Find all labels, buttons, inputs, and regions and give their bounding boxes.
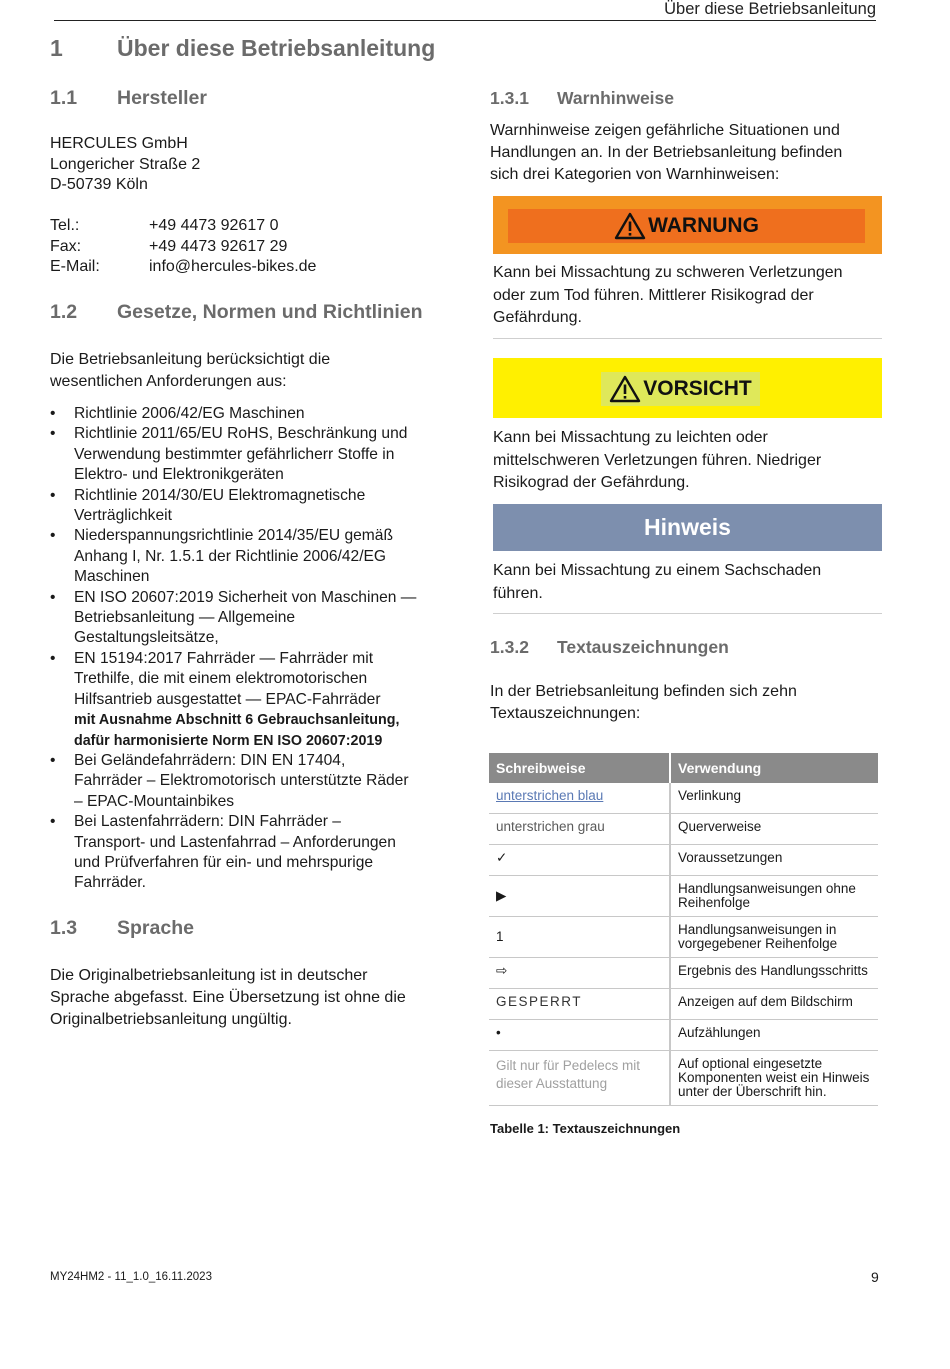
header-rule (54, 20, 876, 21)
contact-row-fax (50, 237, 450, 258)
manufacturer-contacts (50, 216, 450, 278)
section-title: Sprache (117, 917, 194, 939)
text-line: Verträglichkeit (74, 507, 172, 525)
checkmark-icon: ✓ (489, 845, 670, 876)
bullet: • (50, 751, 56, 769)
text-line: EN ISO 20607:2019 Sicherheit von Maschinen — (74, 588, 417, 606)
section-heading-sprache (50, 917, 450, 943)
text-line: Richtlinie 2006/42/EG Maschinen (74, 405, 305, 422)
text-line: Bei Lastenfahrrädern: DIN Fahrräder – (74, 813, 341, 831)
bullet: • (50, 813, 56, 831)
text-line: und Prüfverfahren für ein- und mehrspurige (74, 853, 374, 871)
contact-row-phone (50, 216, 450, 237)
warning-text (493, 262, 893, 330)
markup-style-cell: unterstrichen grau (489, 814, 670, 845)
table-row (489, 958, 878, 989)
caution-signal-box (493, 358, 882, 418)
text-line: Sprache abgefasst. Eine Übersetzung ist ohne die (50, 989, 406, 1006)
text-line: Betriebsanleitung — Allgemeine (74, 609, 296, 627)
address-line: Longericher Straße 2 (50, 155, 201, 173)
note-signal-word: Hinweis (644, 514, 731, 540)
contact-row-email (50, 257, 450, 278)
text-line: Hilfsantrieb ausgestattet — EPAC-Fahrräder (74, 690, 381, 708)
text-line: Die Betriebsanleitung berücksichtigt die (50, 351, 331, 368)
text-line: führen. (493, 584, 543, 602)
table-caption: Tabelle 1: Textauszeichnungen (490, 1121, 681, 1136)
chapter-title: Über diese Betriebsanleitung (117, 35, 436, 61)
text-line: Anhang I, Nr. 1.5.1 der Richtlinie 2006/42/EG (74, 547, 387, 565)
text-line: Fahrräder. (74, 874, 146, 892)
document-id: MY24HM2 - 11_1.0_16.11.2023 (50, 1271, 212, 1283)
warning-triangle-icon (609, 375, 641, 403)
divider (493, 338, 882, 339)
contact-label: E-Mail: (50, 258, 100, 275)
markup-use-cell: Auf optional eingesetzte Komponenten weist ein Hinweis unter der Überschrift hin. (670, 1051, 878, 1106)
bullet: • (50, 588, 56, 606)
section-title: Gesetze, Normen und Richtlinien (117, 301, 423, 323)
table-row (489, 845, 878, 876)
language-text (50, 965, 470, 1031)
warning-signal-word: WARNUNG (648, 214, 759, 237)
markup-style-cell: Gilt nur für Pedelecs mit dieser Ausstattung (489, 1051, 670, 1106)
bullet: • (50, 527, 56, 545)
section-number: 1.3 (50, 917, 78, 939)
laws-intro (50, 349, 460, 393)
text-line-bold: dafür harmonisierte Norm EN ISO 20607:2019 (74, 732, 383, 749)
result-arrow-icon: ⇨ (489, 958, 670, 989)
bullet: • (50, 649, 56, 667)
subsection-heading-textauszeichnungen (490, 637, 890, 661)
contact-label: Tel.: (50, 217, 80, 234)
text-line: Warnhinweise zeigen gefährliche Situationen und (490, 122, 840, 139)
text-line: Maschinen (74, 568, 150, 586)
note-signal-box (493, 504, 882, 551)
manufacturer-address (50, 134, 450, 196)
subsection-number: 1.3.2 (490, 637, 529, 657)
text-line: Fahrräder – Elektromotorisch unterstützte Räder (74, 772, 409, 790)
list-item (50, 526, 470, 587)
text-line: Risikograd der Gefährdung. (493, 474, 690, 491)
laws-list (50, 404, 470, 894)
warning-triangle-icon (614, 212, 646, 240)
list-item (50, 486, 470, 527)
bullet: • (50, 486, 56, 504)
address-line: HERCULES GmbH (50, 135, 188, 152)
table-row (489, 917, 878, 958)
warning-signal-band (508, 209, 865, 243)
markup-style-cell: unterstrichen blau (489, 783, 670, 814)
text-line: Kann bei Missachtung zu leichten oder (493, 429, 768, 446)
play-triangle-icon: ▶ (489, 876, 670, 917)
text-line: Richtlinie 2011/65/EU RoHS, Beschränkung und (74, 425, 408, 443)
page-number: 9 (871, 1269, 879, 1285)
list-item (50, 424, 470, 485)
caution-signal-word: VORSICHT (643, 377, 752, 400)
column-header: Schreibweise (489, 753, 670, 783)
note-text (493, 560, 893, 605)
text-line: mittelschweren Verletzungen führen. Niedriger (493, 451, 822, 469)
subsection-heading-warnhinweise (490, 88, 890, 112)
warnings-intro (490, 120, 890, 186)
text-line: Niederspannungsrichtlinie 2014/35/EU gemäß (74, 527, 393, 545)
text-line: Bei Geländefahrrädern: DIN EN 17404, (74, 751, 346, 769)
text-line: Originalbetriebsanleitung ungültig. (50, 1011, 292, 1028)
text-line: sich drei Kategorien von Warnhinweisen: (490, 166, 780, 183)
text-line: Richtlinie 2014/30/EU Elektromagnetische (74, 486, 366, 504)
table-row (489, 989, 878, 1020)
column-header: Verwendung (670, 753, 878, 783)
list-item (50, 751, 470, 812)
section-title: Hersteller (117, 87, 207, 109)
markup-use-cell: Handlungsanweisungen ohne Reihenfolge (670, 876, 878, 917)
text-line: Transport- und Lastenfahrrad – Anforderungen (74, 833, 396, 851)
text-line: Textauszeichnungen: (490, 705, 641, 722)
table-row (489, 783, 878, 814)
text-line: Handlungen an. In der Betriebsanleitung befinden (490, 144, 843, 161)
section-heading-gesetze (50, 301, 470, 327)
chapter-number: 1 (50, 35, 63, 61)
contact-value: info@hercules-bikes.de (149, 258, 317, 275)
text-line: Die Originalbetriebsanleitung ist in deutscher (50, 967, 368, 984)
text-line: oder zum Tod führen. Mittlerer Risikograd der (493, 286, 814, 304)
text-line: Kann bei Missachtung zu schweren Verletzungen (493, 264, 843, 281)
table-row (489, 876, 878, 917)
caution-signal-band (601, 372, 760, 406)
text-line: Elektro- und Elektronikgeräten (74, 466, 284, 484)
text-line: Gestaltungsleitsätze, (74, 629, 219, 647)
table-row (489, 814, 878, 845)
bullet-icon: • (489, 1020, 670, 1051)
table-header-row (489, 753, 878, 783)
markup-use-cell: Handlungsanweisungen in vorgegebener Reihenfolge (670, 917, 878, 958)
markup-use-cell: Anzeigen auf dem Bildschirm (670, 989, 878, 1020)
contact-value: +49 4473 92617 29 (149, 237, 288, 255)
text-line: In der Betriebsanleitung befinden sich zehn (490, 683, 797, 700)
list-item (50, 588, 470, 649)
text-line: EN 15194:2017 Fahrräder — Fahrräder mit (74, 649, 374, 667)
text-line: Trethilfe, die mit einem elektromotorischen (74, 670, 368, 688)
text-line: Verwendung bestimmter gefährlicherr Stoffe in (74, 445, 395, 463)
markup-use-cell: Voraussetzungen (670, 845, 878, 876)
text-line: wesentlichen Anforderungen aus: (50, 373, 287, 390)
text-line: Kann bei Missachtung zu einem Sachschaden (493, 562, 822, 579)
section-number: 1.2 (50, 301, 78, 323)
markup-use-cell: Verlinkung (670, 783, 878, 814)
table-row (489, 1020, 878, 1051)
caution-text (493, 427, 893, 495)
list-item (50, 649, 470, 751)
table-row (489, 1051, 878, 1106)
markup-use-cell: Querverweise (670, 814, 878, 845)
text-line-bold: mit Ausnahme Abschnitt 6 Gebrauchsanleitung, (74, 712, 400, 729)
bullet: • (50, 425, 56, 443)
markup-use-cell: Aufzählungen (670, 1020, 878, 1051)
chapter-heading (50, 35, 470, 65)
list-item (50, 812, 470, 894)
running-header: Über diese Betriebsanleitung (664, 0, 876, 18)
subsection-number: 1.3.1 (490, 88, 529, 108)
text-line: Gefährdung. (493, 309, 582, 326)
address-line: D-50739 Köln (50, 176, 148, 193)
markup-style-cell: 1 (489, 917, 670, 958)
markup-table (489, 753, 878, 1106)
markup-style-cell: GESPERRT (489, 989, 670, 1020)
markup-use-cell: Ergebnis des Handlungsschritts (670, 958, 878, 989)
subsection-title: Textauszeichnungen (557, 637, 729, 657)
contact-value: +49 4473 92617 0 (149, 217, 279, 234)
list-item (50, 404, 470, 424)
section-heading-hersteller (50, 87, 450, 113)
text-line: – EPAC-Mountainbikes (74, 792, 235, 810)
warning-signal-box (493, 196, 882, 254)
divider (493, 613, 882, 614)
contact-label: Fax: (50, 237, 82, 255)
section-number: 1.1 (50, 87, 78, 109)
markup-intro (490, 681, 890, 725)
bullet: • (50, 405, 56, 422)
subsection-title: Warnhinweise (557, 88, 675, 108)
